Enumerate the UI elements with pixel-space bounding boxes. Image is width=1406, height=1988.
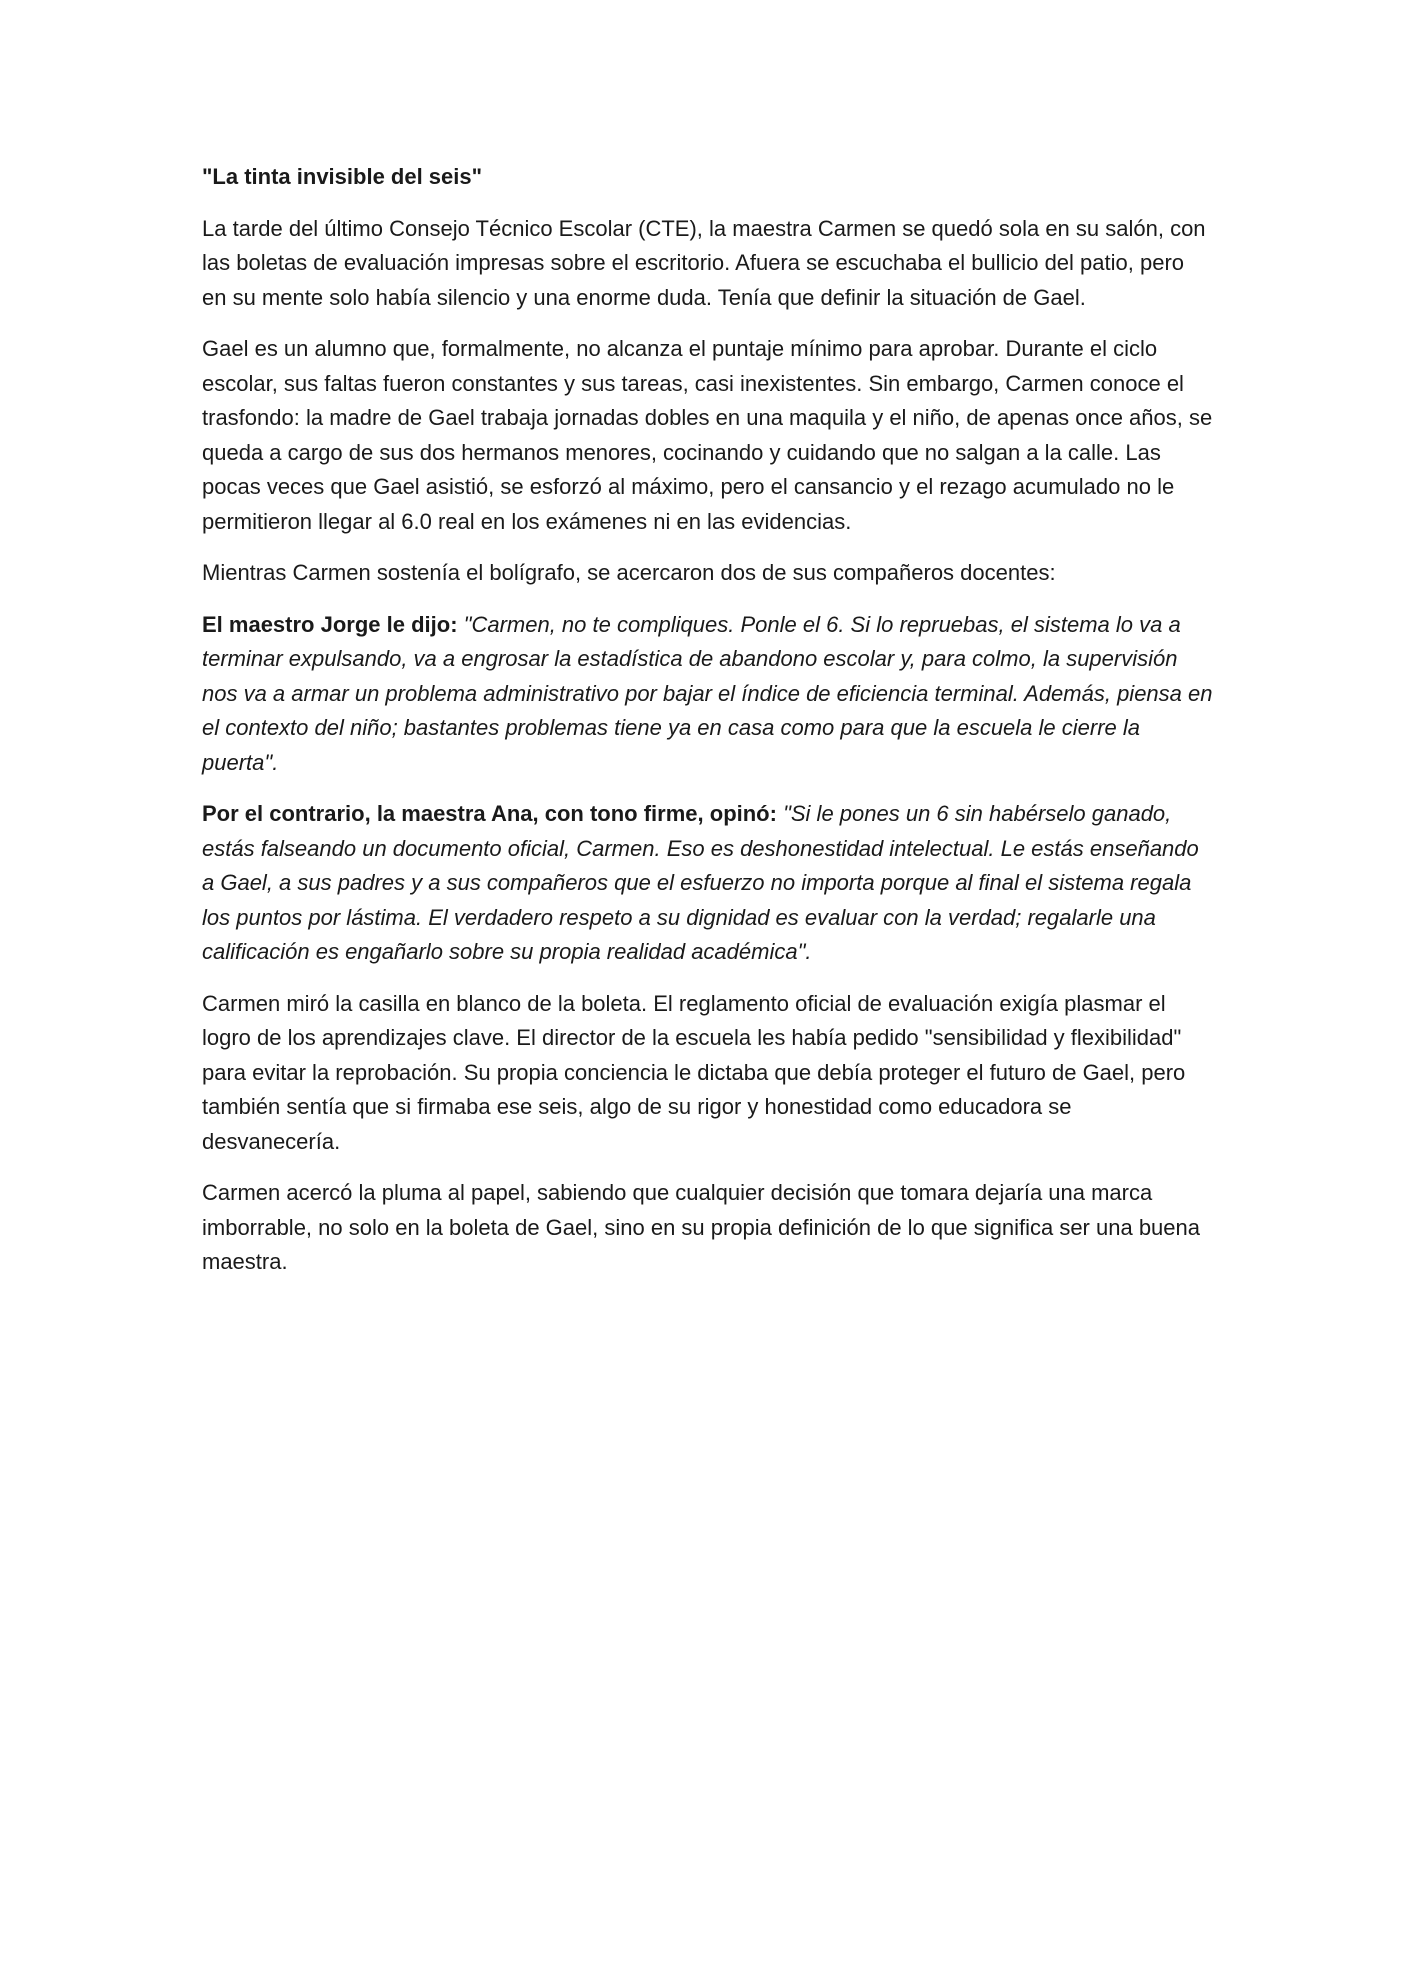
paragraph-1: La tarde del último Consejo Técnico Escolar (CTE), la maestra Carmen se quedó sola en su salón, con las boletas de evaluación impresas sobre el escritorio. Afuera se escuchaba el bullicio del patio, pero en su mente solo había silencio y una enorme duda. Tenía que definir la situación de Gael. bbox=[202, 215, 1206, 310]
document-title: "La tinta invisible del seis" bbox=[202, 164, 483, 189]
quote-jorge: "Carmen, no te compliques. Ponle el 6. Si lo repruebas, el sistema lo va a terminar expulsando, va a engrosar la estadística de abandono escolar y, para colmo, la supervisión nos va a armar un problema administrativo por bajar el índice de eficiencia terminal. Además, piensa en el contexto del niño; bastantes problemas tiene ya en casa como para que la escuela le cierre la puerta". bbox=[202, 611, 1213, 775]
quote-ana: "Si le pones un 6 sin habérselo ganado, estás falseando un documento oficial, Carmen. Eso es deshonestidad intelectual. Le estás enseñando a Gael, a sus padres y a sus compañeros que el esfuerzo no importa porque al final el sistema regala los puntos por lástima. El verdadero respeto a su dignidad es evaluar con la verdad; regalarle una calificación es engañarlo sobre su propia realidad académica". bbox=[202, 801, 1199, 964]
paragraph-3: Mientras Carmen sostenía el bolígrafo, se acercaron dos de sus compañeros docentes: bbox=[202, 560, 1056, 585]
speaker-jorge: El maestro Jorge le dijo: bbox=[202, 611, 458, 637]
paragraph-jorge bbox=[202, 608, 1214, 781]
paragraph-ana bbox=[202, 797, 1214, 970]
paragraph-2: Gael es un alumno que, formalmente, no alcanza el puntaje mínimo para aprobar. Durante el ciclo escolar, sus faltas fueron constantes y sus tareas, casi inexistentes. Sin embargo, Carmen conoce el trasfondo: la madre de Gael trabaja jornadas dobles en una maquila y el niño, de apenas once años, se queda a cargo de sus dos hermanos menores, cocinando y cuidando que no salgan a la calle. Las pocas veces que Gael asistió, se esforzó al máximo, pero el cansancio y el rezago acumulado no le permitieron llegar al 6.0 real en los exámenes ni en las evidencias. bbox=[202, 336, 1213, 534]
speaker-ana: Por el contrario, la maestra Ana, con tono firme, opinó: bbox=[202, 801, 777, 826]
paragraph-7: Carmen acercó la pluma al papel, sabiendo que cualquier decisión que tomara dejaría una marca imborrable, no solo en la boleta de Gael, sino en su propia definición de lo que significa ser una buena maestra. bbox=[202, 1180, 1200, 1274]
paragraph-6: Carmen miró la casilla en blanco de la boleta. El reglamento oficial de evaluación exigía plasmar el logro de los aprendizajes clave. El director de la escuela les había pedido "sensibilidad y flexibilidad" para evitar la reprobación. Su propia conciencia le dictaba que debía proteger el futuro de Gael, pero también sentía que si firmaba ese seis, algo de su rigor y honestidad como educadora se desvanecería. bbox=[202, 990, 1186, 1154]
document-body bbox=[202, 160, 1214, 1297]
